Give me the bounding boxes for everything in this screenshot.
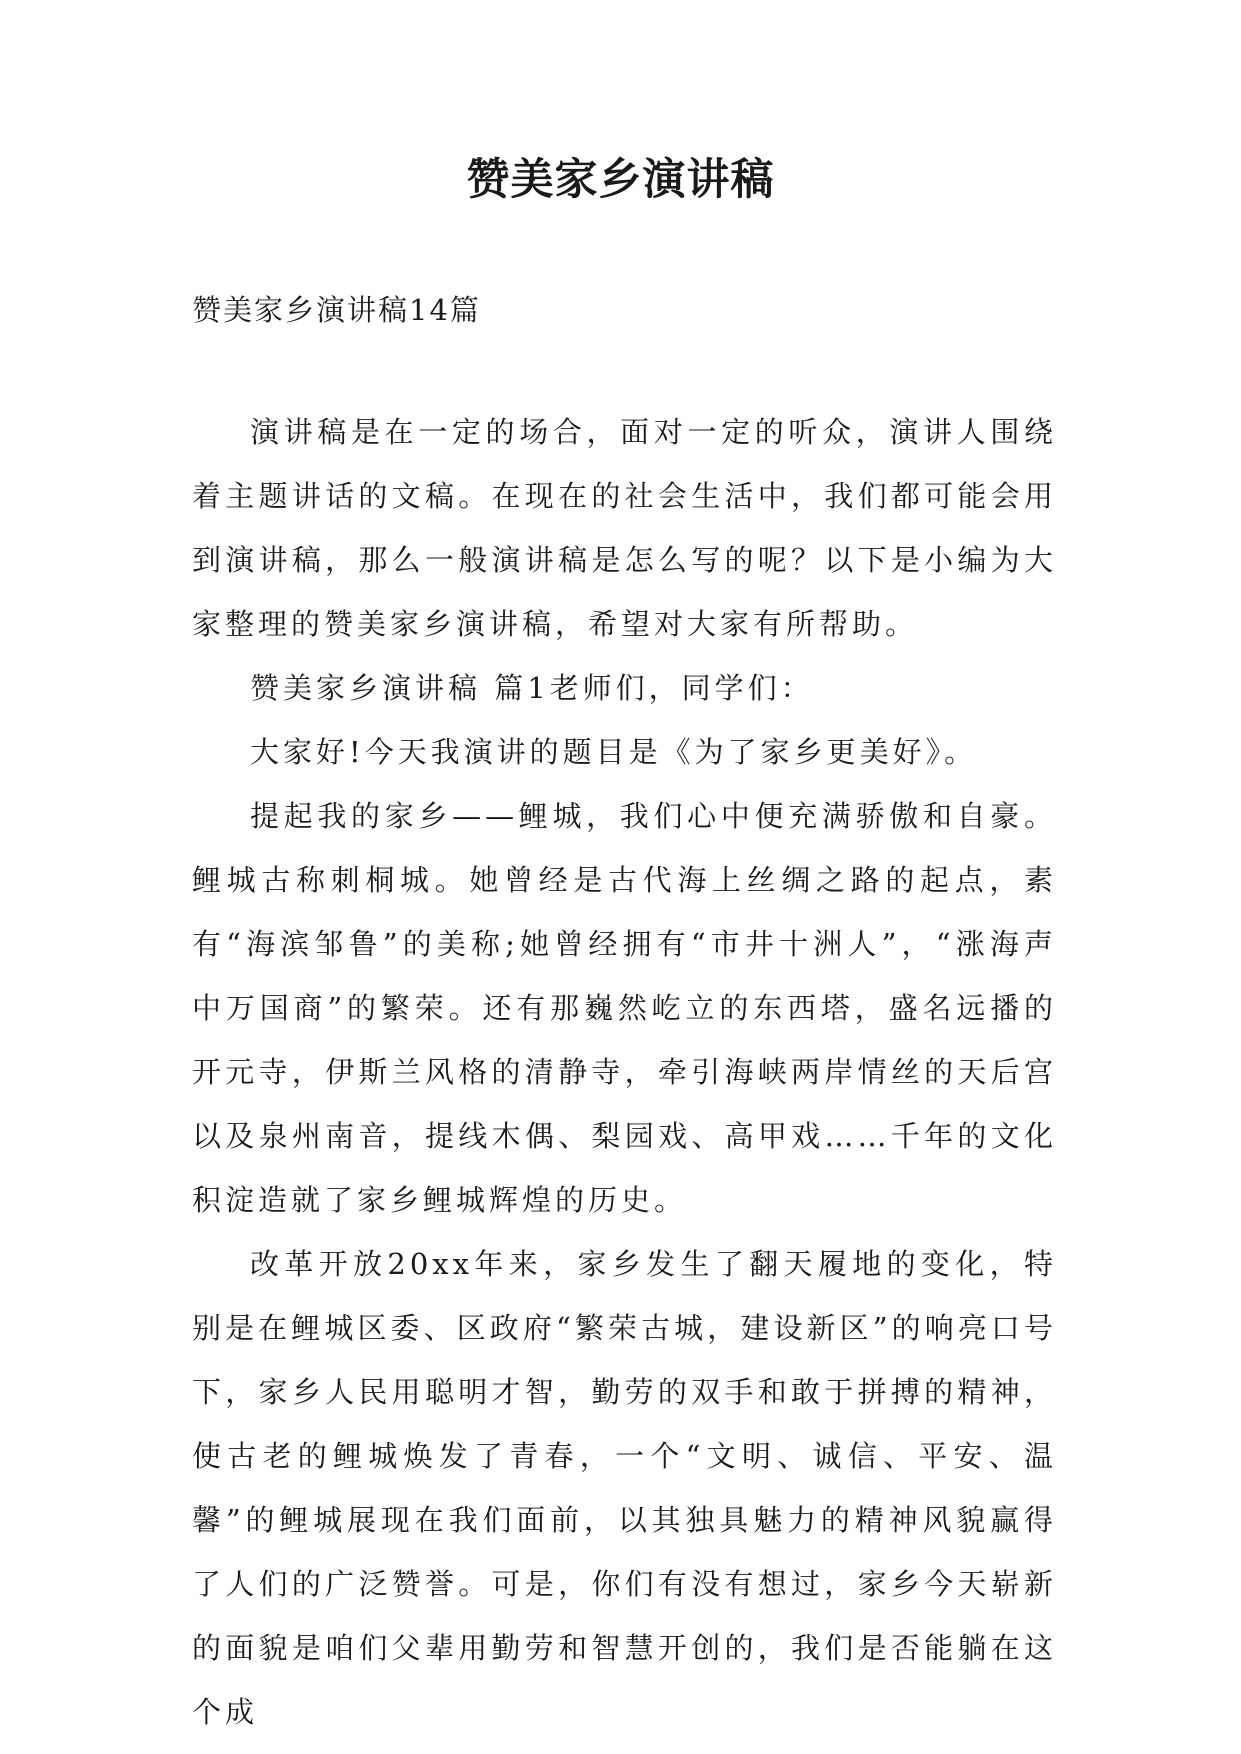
paragraph-greeting: 大家好!今天我演讲的题目是《为了家乡更美好》。 xyxy=(250,735,978,769)
document-subtitle: 赞美家乡演讲稿14篇 xyxy=(192,293,481,327)
document-body xyxy=(192,400,1057,1744)
document-title: 赞美家乡演讲稿 xyxy=(466,155,775,205)
paragraph-intro: 演讲稿是在一定的场合，面对一定的听众，演讲人围绕着主题讲话的文稿。在现在的社会生活中，我们都可能会用到演讲稿，那么一般演讲稿是怎么写的呢？以下是小编为大家整理的赞美家乡演讲稿，希望对大家有所帮助。 xyxy=(192,415,1057,641)
paragraph-reform: 改革开放20xx年来，家乡发生了翻天履地的变化，特别是在鲤城区委、区政府“繁荣古城，建设新区”的响亮口号下，家乡人民用聪明才智，勤劳的双手和敢于拼搏的精神，使古老的鲤城焕发了青春，一个“文明、诚信、平安、温馨”的鲤城展现在我们面前，以其独具魅力的精神风貌赢得了人们的广泛赞誉。可是，你们有没有想过，家乡今天崭新的面貌是咱们父辈用勤劳和智慧开创的，我们是否能躺在这个成 xyxy=(192,1247,1057,1729)
paragraph-history: 提起我的家乡——鲤城，我们心中便充满骄傲和自豪。鲤城古称刺桐城。她曾经是古代海上丝绸之路的起点，素有“海滨邹鲁”的美称;她曾经拥有“市井十洲人”，“涨海声中万国商”的繁荣。还有那巍然屹立的东西塔，盛名远播的开元寺，伊斯兰风格的清静寺，牵引海峡两岸情丝的天后宫以及泉州南音，提线木偶、梨园戏、高甲戏……千年的文化积淀造就了家乡鲤城辉煌的历史。 xyxy=(192,799,1057,1217)
paragraph-greeting-heading: 赞美家乡演讲稿 篇1老师们，同学们： xyxy=(250,671,814,705)
